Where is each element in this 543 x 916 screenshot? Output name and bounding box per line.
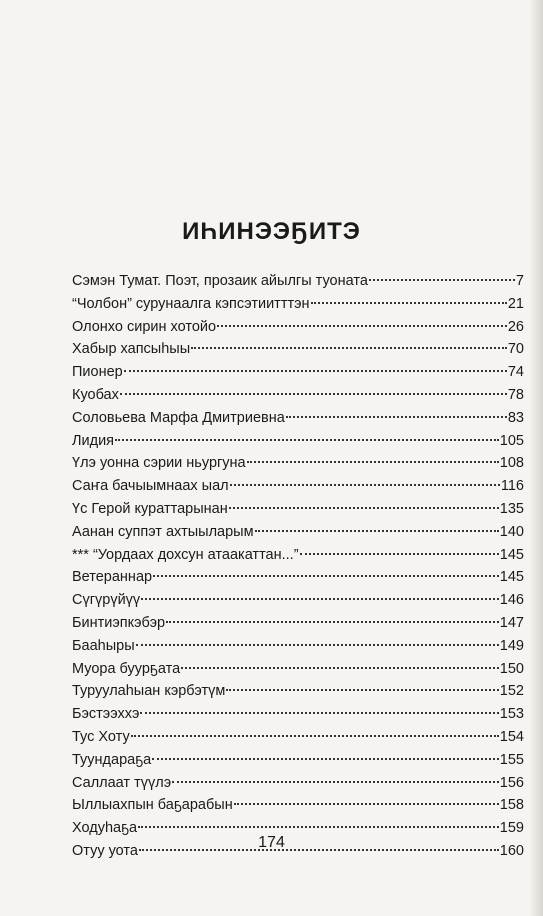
toc-entry	[72, 794, 524, 817]
toc-entry-page: 152	[499, 683, 524, 700]
toc-entry	[72, 270, 524, 293]
toc-leader-dots	[247, 461, 499, 463]
toc-entry-title: *** “Уордаах дохсун атаакаттан...”	[72, 546, 299, 563]
page-edge-shadow	[529, 0, 543, 916]
toc-leader-dots	[172, 781, 499, 783]
toc-entry	[72, 635, 524, 658]
toc-entry-title: Үлэ уонна сэрии ньургуна	[72, 455, 246, 472]
toc-entry	[72, 589, 524, 612]
toc-entry-title: Хабыр хапсыһыы	[72, 341, 191, 358]
toc-entry-page: 78	[507, 386, 524, 403]
toc-leader-dots	[181, 667, 499, 669]
toc-entry-title: Соловьева Марфа Дмитриевна	[72, 409, 285, 426]
toc-entry-page: 83	[507, 409, 524, 426]
toc-leader-dots	[217, 325, 507, 327]
toc-entry-page: 145	[499, 569, 524, 586]
toc-entry-title: Бааһыры	[72, 637, 135, 654]
toc-entry-title: Үс Герой кураттарынан	[72, 500, 228, 517]
toc-entry-title: Тус Хоту	[72, 728, 130, 745]
toc-leader-dots	[230, 484, 500, 486]
toc-leader-dots	[166, 621, 499, 623]
toc-entry	[72, 726, 524, 749]
toc-entry-title: Ходуһаҕа	[72, 820, 138, 837]
toc-entry	[72, 293, 524, 316]
toc-entry-page: 135	[499, 500, 524, 517]
toc-entry-page: 70	[507, 341, 524, 358]
toc-leader-dots	[141, 598, 499, 600]
toc-entry-title: Бинтиэпкэбэр	[72, 614, 166, 631]
toc-leader-dots	[136, 644, 499, 646]
toc-entry-page: 149	[499, 637, 524, 654]
toc-entry-page: 159	[499, 820, 524, 837]
toc-entry-page: 158	[499, 797, 524, 814]
toc-entry-page: 21	[507, 295, 524, 312]
toc-leader-dots	[138, 826, 499, 828]
toc-leader-dots	[124, 370, 507, 372]
toc-entry-title: Сүгүрүйүү	[72, 592, 141, 609]
toc-entry-page: 150	[499, 660, 524, 677]
toc-leader-dots	[120, 393, 507, 395]
toc-entry-page: 147	[499, 614, 524, 631]
toc-leader-dots	[115, 439, 499, 441]
toc-entry	[72, 680, 524, 703]
toc-entry-title: Пионер	[72, 364, 123, 381]
toc-entry-title: Муора буурҕата	[72, 660, 181, 677]
toc-entry	[72, 521, 524, 544]
toc-entry-title: “Чолбон” сурунаалга кэпсэтиитттэн	[72, 295, 310, 312]
toc-entry	[72, 475, 524, 498]
toc-entry-title: Сэмэн Тумат. Поэт, прозаик айылгы туоната	[72, 273, 368, 289]
toc-entry-title: Лидия	[72, 432, 115, 449]
toc-entry	[72, 338, 524, 361]
toc-leader-dots	[234, 803, 499, 805]
toc-leader-dots	[140, 712, 498, 714]
toc-entry-page: 155	[499, 751, 524, 768]
toc-entry-page: 146	[499, 592, 524, 609]
toc-entry	[72, 316, 524, 339]
toc-entry-title: Саллаат түүлэ	[72, 774, 172, 791]
toc-entry-title: Отуу уота	[72, 842, 138, 859]
toc-entry-title: Туруулаһыан кэрбэтүм	[72, 683, 226, 700]
toc-entry	[72, 498, 524, 521]
toc-leader-dots	[131, 735, 499, 737]
toc-entry-title: Ыллыахпын баҕарабын	[72, 797, 233, 814]
toc-leader-dots	[300, 553, 499, 555]
toc-entry-title: Бэстээххэ	[72, 706, 140, 723]
toc-entry-page: 116	[500, 478, 524, 495]
toc-entry	[72, 612, 524, 635]
page-title: ИҺИНЭЭҔИТЭ	[182, 218, 361, 245]
toc-entry-page: 74	[507, 364, 524, 381]
toc-entry	[72, 361, 524, 384]
toc-leader-dots	[229, 507, 499, 509]
toc-entry-page: 140	[499, 523, 524, 540]
toc-leader-dots	[369, 279, 515, 281]
toc-entry-page: 26	[507, 318, 524, 335]
toc-entry-page: 153	[499, 706, 524, 723]
toc-entry-page: 105	[499, 432, 524, 449]
toc-entry-title: Аанан суппэт ахтыыларым	[72, 523, 254, 540]
toc-leader-dots	[286, 416, 507, 418]
toc-entry	[72, 566, 524, 589]
toc-entry	[72, 430, 524, 453]
toc-entry-page: 156	[499, 774, 524, 791]
toc-entry	[72, 703, 524, 726]
toc-entry-page: 7	[515, 273, 524, 289]
toc-entry	[72, 772, 524, 795]
toc-entry	[72, 407, 524, 430]
toc-leader-dots	[152, 758, 499, 760]
toc-entry-title: Куобах	[72, 386, 119, 403]
toc-entry	[72, 749, 524, 772]
toc-leader-dots	[255, 530, 499, 532]
toc-entry-page: 145	[499, 546, 524, 563]
toc-leader-dots	[311, 302, 507, 304]
toc-entry-title: Саҥа бачыымнаах ыал	[72, 478, 229, 495]
toc-entry-page: 154	[499, 728, 524, 745]
toc-leader-dots	[226, 689, 498, 691]
toc-entry-page: 108	[499, 455, 524, 472]
toc-leader-dots	[153, 575, 499, 577]
page-number: 174	[258, 834, 285, 851]
toc-entry	[72, 384, 524, 407]
toc-entry-title: Туундараҕа	[72, 751, 152, 768]
table-of-contents	[72, 270, 524, 863]
toc-entry	[72, 658, 524, 681]
toc-entry-title: Олонхо сирин хотойо	[72, 318, 217, 335]
toc-entry-title: Ветераннар	[72, 569, 153, 586]
toc-entry	[72, 452, 524, 475]
toc-leader-dots	[191, 347, 507, 349]
toc-entry-page: 160	[499, 842, 524, 859]
toc-entry	[72, 544, 524, 567]
